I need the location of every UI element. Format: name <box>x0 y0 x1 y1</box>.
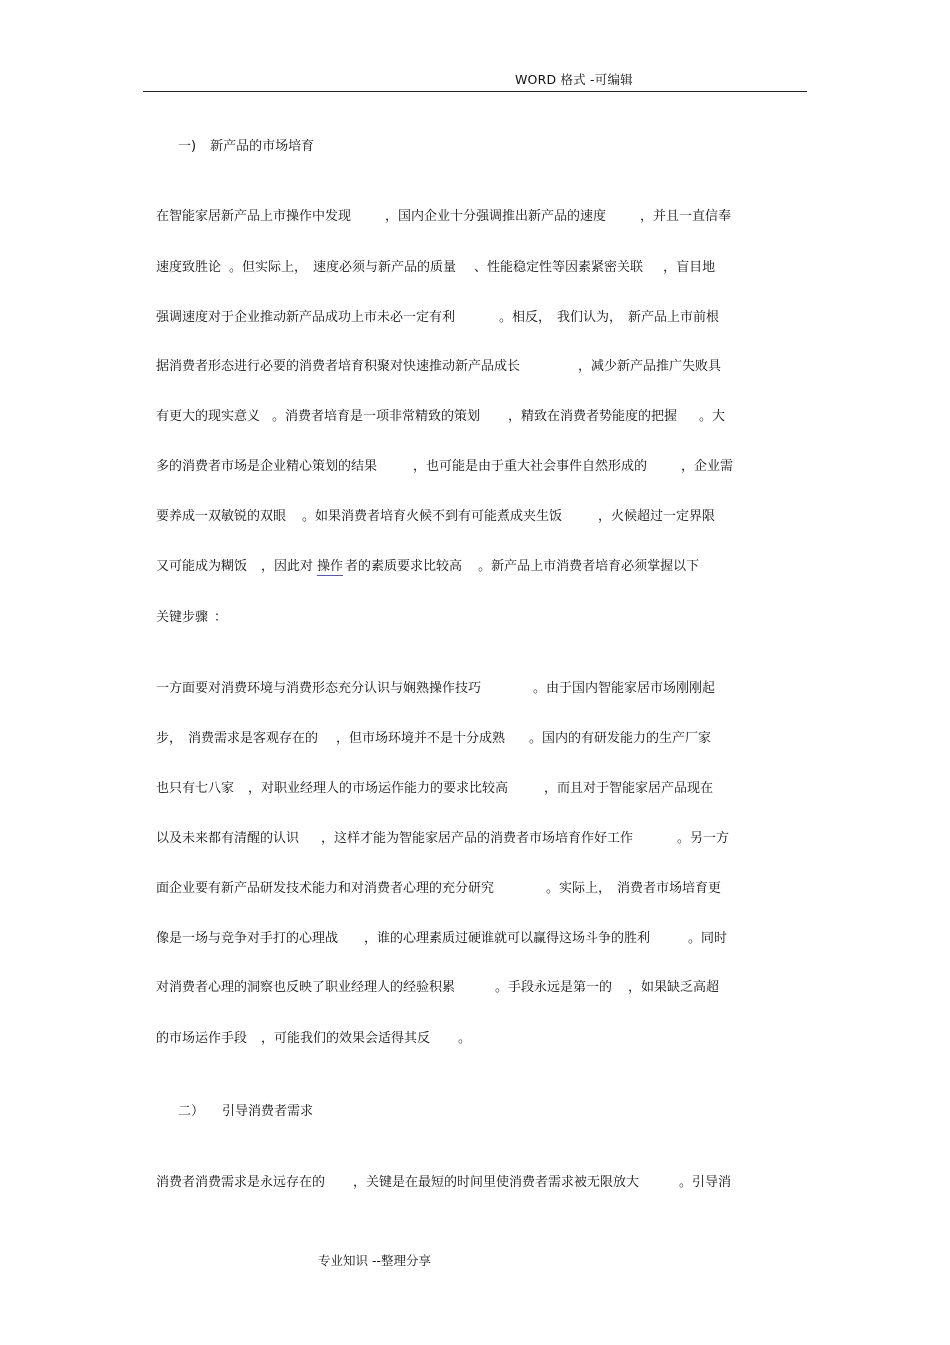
text-segment: 也只有七八家 <box>156 781 235 796</box>
page-footer: 专业知识 --整理分享 <box>318 1253 431 1268</box>
text-segment: ，但市场环境并不是十分成熟 <box>336 731 506 746</box>
text-segment: ，而且对于智能家居产品现在 <box>544 781 714 796</box>
section-title: 新产品的市场培育 <box>210 139 315 154</box>
text-segment: 多的消费者市场是企业精心策划的结果 <box>156 459 378 474</box>
text-line <box>156 976 796 995</box>
text-line <box>156 927 796 946</box>
section-heading-1 <box>178 135 314 154</box>
text-line <box>156 455 796 474</box>
text-segment: 消费者市场培育更 <box>617 881 722 896</box>
text-segment: 新产品上市前根 <box>628 310 720 325</box>
text-segment: 以及未来都有清醒的认识 <box>156 831 300 846</box>
text-segment: ，火候超过一定界限 <box>598 509 716 524</box>
text-segment: 、性能稳定性等因素紧密关联 <box>474 260 644 275</box>
text-segment: 据消费者形态进行必要的消费者培育积聚对快速推动新产品成长 <box>156 359 521 374</box>
text-segment: ，如果缺乏高超 <box>628 980 720 995</box>
text-segment: ，精致在消费者势能度的把握 <box>508 409 678 424</box>
text-line <box>156 256 796 275</box>
operation-link[interactable]: 操作 <box>317 555 343 576</box>
text-line <box>156 505 796 524</box>
text-line <box>156 1027 796 1046</box>
text-segment: 。大 <box>699 409 726 424</box>
text-segment: ，谁的心理素质过硬谁就可以赢得这场斗争的胜利 <box>364 931 651 946</box>
text-segment: 。相反， <box>499 310 552 325</box>
text-segment: 又可能成为糊饭 <box>156 559 248 574</box>
text-segment: 速度致胜论 <box>156 260 222 275</box>
text-line <box>156 205 796 224</box>
text-segment: ，国内企业十分强调推出新产品的速度 <box>385 209 607 224</box>
text-segment: 的市场运作手段 <box>156 1031 248 1046</box>
text-segment: ，关键是在最短的时间里使消费者需求被无限放大 <box>353 1175 640 1190</box>
section-number: 一) <box>178 139 197 154</box>
header-title: WORD 格式 -可编辑 <box>515 72 633 87</box>
text-segment: 我们认为， <box>557 310 623 325</box>
text-segment: ，可能我们的效果会适得其反 <box>261 1031 431 1046</box>
text-segment: 。实际上， <box>546 881 612 896</box>
text-line <box>156 877 796 896</box>
text-segment: ，企业需 <box>681 459 734 474</box>
text-segment: 。国内的有研发能力的生产厂家 <box>529 731 712 746</box>
text-segment: 强调速度对于企业推动新产品成功上市未必一定有利 <box>156 310 456 325</box>
text-segment: 。同时 <box>688 931 728 946</box>
text-segment: 。消费者培育是一项非常精致的策划 <box>272 409 481 424</box>
text-segment: 面企业要有新产品研发技术能力和对消费者心理的充分研究 <box>156 881 495 896</box>
text-segment: ，并且一直信奉 <box>640 209 732 224</box>
text-line <box>156 1171 796 1190</box>
text-segment: 在智能家居新产品上市操作中发现 <box>156 209 352 224</box>
text-segment: 者的素质要求比较高 <box>345 559 463 574</box>
text-line <box>156 727 796 746</box>
text-segment: 一方面要对消费环境与消费形态充分认识与娴熟操作技巧 <box>156 681 482 696</box>
text-segment: ，也可能是由于重大社会事件自然形成的 <box>413 459 648 474</box>
text-segment: 关键步骤 <box>156 610 209 625</box>
section-title: 引导消费者需求 <box>222 1104 314 1119</box>
text-segment: 。但实际上， <box>229 260 308 275</box>
text-segment: 消费者消费需求是永远存在的 <box>156 1175 326 1190</box>
text-line <box>156 355 796 374</box>
text-line <box>156 606 796 625</box>
text-line <box>156 777 796 796</box>
text-segment: 。由于国内智能家居市场刚刚起 <box>533 681 716 696</box>
text-line <box>156 405 796 424</box>
text-segment: 。如果消费者培育火候不到有可能煮成夹生饭 <box>302 509 563 524</box>
text-segment: 。新产品上市消费者培育必须掌握以下 <box>478 559 700 574</box>
text-segment: 速度必须与新产品的质量 <box>313 260 457 275</box>
text-line <box>156 827 796 846</box>
text-segment: 。引导消 <box>679 1175 732 1190</box>
section-number: 二） <box>178 1104 205 1119</box>
text-segment: 对消费者心理的洞察也反映了职业经理人的经验积累 <box>156 980 456 995</box>
text-segment: ，减少新产品推广失败具 <box>578 359 722 374</box>
text-segment: ，因此对 <box>261 559 314 574</box>
text-segment: ： <box>214 610 228 625</box>
text-segment: 步， <box>156 731 183 746</box>
text-segment: 有更大的现实意义 <box>156 409 261 424</box>
header-rule <box>143 91 807 92</box>
text-segment: ，这样才能为智能家居产品的消费者市场培育作好工作 <box>321 831 634 846</box>
text-segment: ，对职业经理人的市场运作能力的要求比较高 <box>248 781 509 796</box>
text-line <box>156 555 796 576</box>
text-segment: ，盲目地 <box>663 260 716 275</box>
text-segment: 要养成一双敏锐的双眼 <box>156 509 287 524</box>
text-segment: 。手段永远是第一的 <box>495 980 613 995</box>
text-segment: 。 <box>458 1031 472 1046</box>
text-segment: 消费需求是客观存在的 <box>188 731 319 746</box>
text-segment: 。另一方 <box>677 831 730 846</box>
text-line <box>156 677 796 696</box>
text-segment: 像是一场与竞争对手打的心理战 <box>156 931 339 946</box>
section-heading-2 <box>178 1100 313 1119</box>
text-line <box>156 306 796 325</box>
